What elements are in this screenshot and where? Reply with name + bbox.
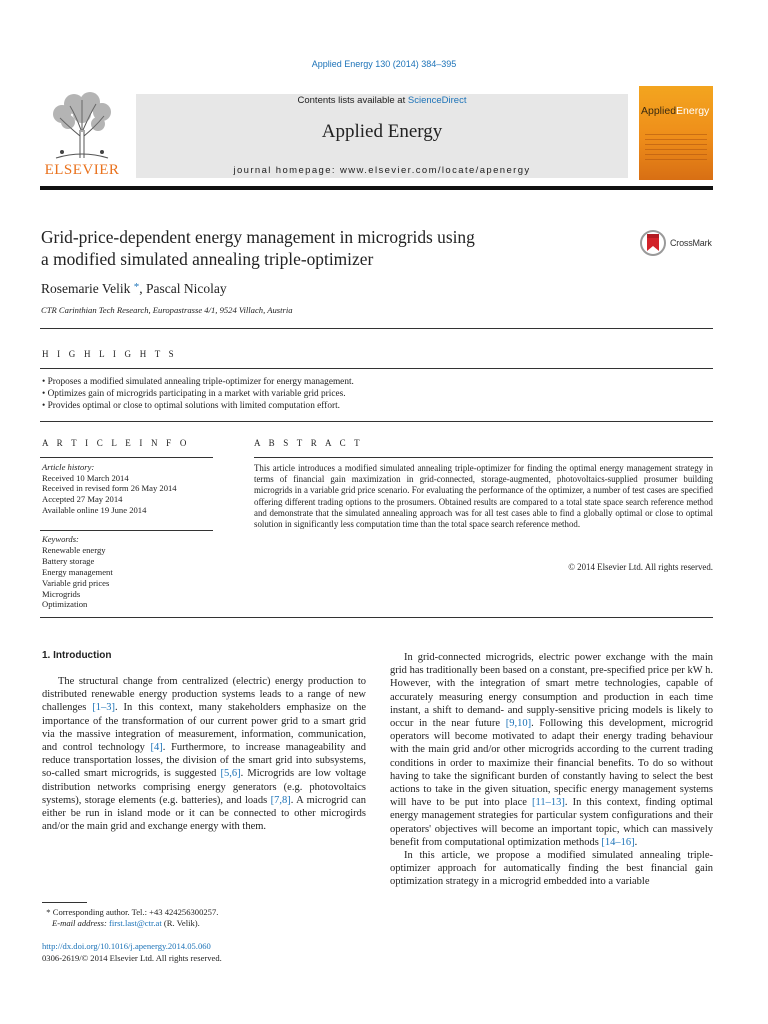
citation-ref-link[interactable]: [1–3] bbox=[92, 702, 115, 714]
footnote-divider bbox=[42, 902, 87, 903]
history-label: Article history: bbox=[42, 462, 95, 472]
elsevier-tree-icon bbox=[46, 92, 118, 160]
highlights-heading: H I G H L I G H T S bbox=[42, 349, 177, 359]
doi-link[interactable]: http://dx.doi.org/10.1016/j.apenergy.2014.05.060 bbox=[42, 941, 211, 951]
citation-ref-link[interactable]: [5,6] bbox=[220, 768, 241, 780]
highlight-item: • Proposes a modified simulated annealing triple-optimizer for energy management. bbox=[42, 376, 714, 388]
article-info-heading: A R T I C L E I N F O bbox=[42, 438, 190, 448]
body-paragraph: In this article, we propose a modified simulated annealing triple-optimizer approach for automatically finding the best financial gain optimization strategy in a microgrid embedded into a variable bbox=[390, 850, 713, 888]
keyword: Optimization bbox=[42, 599, 88, 610]
keyword: Microgrids bbox=[42, 588, 81, 599]
footnote-text: Corresponding author. Tel.: +43 424256300257. bbox=[50, 907, 219, 917]
article-title-line1: Grid-price-dependent energy management in microgrids using bbox=[41, 227, 475, 247]
author-list bbox=[41, 281, 227, 297]
cover-title-energy: Energy bbox=[676, 105, 710, 117]
contents-prefix: Contents lists available at bbox=[297, 95, 406, 106]
footnote bbox=[42, 907, 362, 929]
history-entry: Received in revised form 26 May 2014 bbox=[42, 483, 177, 494]
header-divider bbox=[40, 186, 713, 190]
citation-ref-link[interactable]: [7,8] bbox=[270, 794, 291, 806]
keyword: Energy management bbox=[42, 566, 113, 577]
keywords bbox=[42, 534, 212, 610]
article-title-line2: a modified simulated annealing triple-optimizer bbox=[41, 249, 374, 269]
elsevier-wordmark: ELSEVIER bbox=[44, 162, 120, 178]
citation-ref-link[interactable]: [11–13] bbox=[532, 797, 565, 809]
article-history bbox=[42, 462, 212, 516]
keyword: Variable grid prices bbox=[42, 577, 110, 588]
author-nicolay[interactable]: , Pascal Nicolay bbox=[139, 281, 227, 296]
cover-title bbox=[641, 105, 709, 117]
journal-header-box bbox=[136, 94, 628, 178]
section-heading-introduction: 1. Introduction bbox=[42, 650, 112, 661]
abstract-copyright: © 2014 Elsevier Ltd. All rights reserved. bbox=[568, 562, 713, 572]
body-text: In grid-connected microgrids, electric power exchange with the main grid has traditionally been based on a constant, pre-specified price per kW h. However, with the integration of smart metre technologies, capable of accurately measuring energy consumption and production in each time instant, a shift to demand- and supply-sensitive pricing models is likely to occur in the near future bbox=[390, 652, 713, 730]
journal-citation-link[interactable]: Applied Energy 130 (2014) 384–395 bbox=[311, 59, 457, 69]
body-text: . Furthermore, to increase manageability and reduce transportation losses, the division of the smart grid into subsystems, so-called smart microgrids, is suggested bbox=[42, 742, 366, 780]
body-text: . Microgrids are low voltage distribution networks comprising energy generators (e.g. photovoltaics systems), storage elements (e.g. batteries), and loads bbox=[42, 768, 366, 806]
journal-homepage-link[interactable]: journal homepage: www.elsevier.com/locate/apenergy bbox=[233, 165, 531, 176]
citation-ref-link[interactable]: [9,10] bbox=[505, 718, 532, 730]
body-text: The structural change from centralized (electric) energy production to distributed renewable energy production systems leads to a range of new challenges bbox=[42, 676, 366, 714]
crossmark-label: CrossMark bbox=[670, 238, 712, 248]
cover-decoration bbox=[645, 134, 707, 164]
journal-cover-thumbnail[interactable] bbox=[639, 86, 713, 180]
sciencedirect-link[interactable]: ScienceDirect bbox=[407, 95, 467, 106]
body-column-right bbox=[390, 651, 713, 889]
cover-title-applied: Applied bbox=[641, 105, 677, 117]
highlight-item: • Provides optimal or close to optimal solutions with limited computation effort. bbox=[42, 400, 714, 412]
divider bbox=[40, 457, 213, 458]
body-paragraph bbox=[390, 651, 713, 849]
contents-line bbox=[136, 95, 628, 106]
history-entry: Received 10 March 2014 bbox=[42, 472, 129, 483]
crossmark-button[interactable] bbox=[640, 229, 720, 259]
keywords-label: Keywords: bbox=[42, 534, 79, 544]
history-entry: Accepted 27 May 2014 bbox=[42, 494, 123, 505]
email-note bbox=[42, 918, 362, 929]
journal-title: Applied Energy bbox=[321, 121, 443, 142]
body-text: . A microgrid can either be run in island mode or it can be connected to other microgirds and/or the main grid and exchange energy with them. bbox=[42, 794, 366, 833]
divider bbox=[40, 530, 213, 531]
abstract-text: This article introduces a modified simulated annealing triple-optimizer for finding the optimal energy management strategy in terms of financial gain maximization in grid-connected, storage-augmented, photovoltaics-supplied prosumer building microgrids in a variable grid price scenario. For evaluating the performance of the optimizer, a number of test cases are specified offering different trading options to the prosumers. Obtained results are compared to a total state space search reference method and demonstrate that the simulated annealing approach was for all test cases able to find a globally optimal or close to optimal solution in significantly less computation time than the total space search reference method. bbox=[254, 463, 713, 530]
footnote-mark: * bbox=[46, 907, 51, 917]
email-suffix: (R. Velik). bbox=[161, 918, 200, 928]
body-text: . bbox=[634, 836, 638, 848]
divider bbox=[40, 421, 713, 422]
citation-ref-link[interactable]: [4] bbox=[150, 742, 163, 754]
highlights-list bbox=[42, 376, 714, 412]
keyword: Battery storage bbox=[42, 555, 95, 566]
history-entry: Available online 19 June 2014 bbox=[42, 504, 147, 515]
elsevier-logo[interactable] bbox=[40, 92, 124, 182]
divider bbox=[40, 328, 713, 329]
article-title bbox=[41, 226, 601, 270]
highlight-item: • Optimizes gain of microgrids participating in a market with variable grid prices. bbox=[42, 388, 714, 400]
citation-ref-link[interactable]: [14–16] bbox=[601, 836, 635, 848]
affiliation: CTR Carinthian Tech Research, Europastrasse 4/1, 9524 Villach, Austria bbox=[41, 305, 293, 315]
email-label: E-mail address: bbox=[52, 918, 109, 928]
divider bbox=[40, 368, 713, 369]
body-text: . Following this development, microgrid operators will become motivated to adapt their energy trading behaviour with the main grid and/or other microgrids according to the current trading conditions in order to maximize their financial benefits. To do so without having to take the significant burden of constantly having to select the best actions to take in the given situation, specific energy management systems will have to be put into place bbox=[390, 718, 713, 809]
body-column-left bbox=[42, 675, 366, 833]
author-velik[interactable]: Rosemarie Velik bbox=[41, 281, 131, 296]
abstract-heading: A B S T R A C T bbox=[254, 438, 363, 448]
body-text: . In this context, finding optimal energy management strategies for particular system configurations and their operators' objectives will become an important topic, which can massively benefit from computational optimization methods bbox=[390, 797, 714, 848]
keyword: Renewable energy bbox=[42, 544, 106, 555]
body-text: . In this context, many stakeholders emphasize on the importance of the transformation of our current power grid to a smart grid via the massive integration of measurement, information, communication, and control technology bbox=[42, 702, 366, 754]
divider bbox=[254, 457, 713, 458]
corresponding-author-mark[interactable]: * bbox=[133, 281, 140, 293]
corresponding-author-note bbox=[42, 907, 362, 918]
issn-copyright: 0306-2619/© 2014 Elsevier Ltd. All rights reserved. bbox=[42, 953, 222, 963]
divider bbox=[40, 617, 713, 618]
crossmark-icon bbox=[640, 229, 666, 257]
author-email-link[interactable]: first.last@ctr.at bbox=[108, 918, 162, 928]
